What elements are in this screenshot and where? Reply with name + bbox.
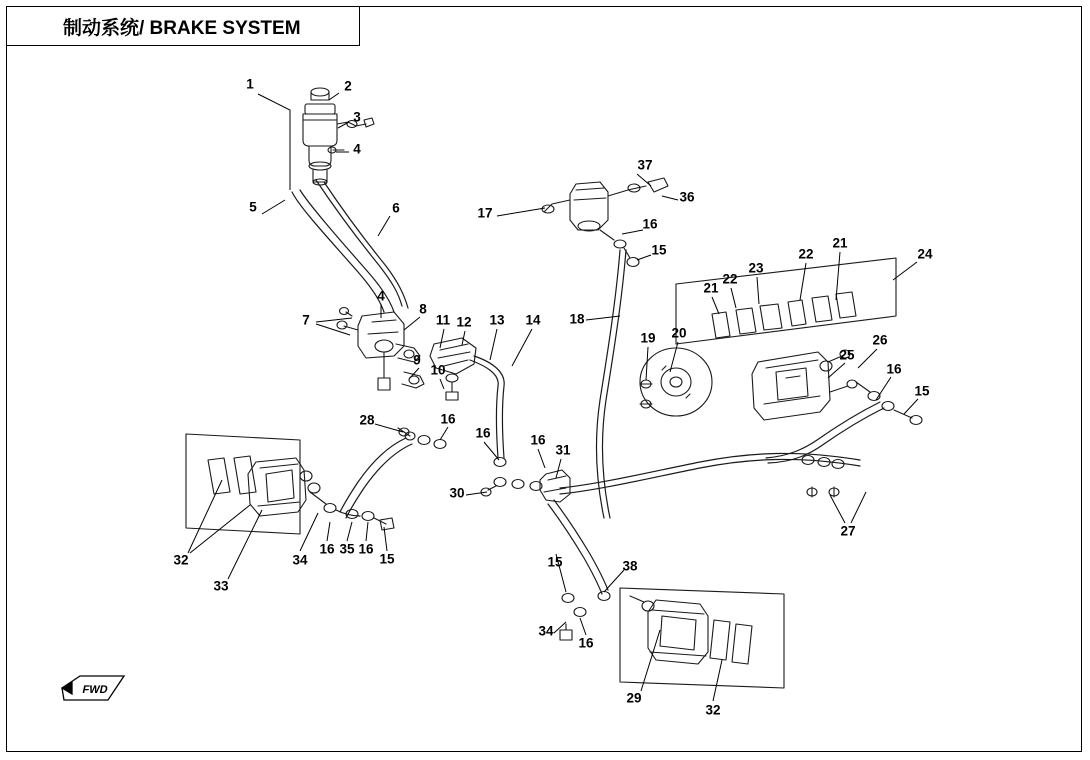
fwd-label: FWD <box>81 684 109 696</box>
callout-number: 16 <box>475 425 491 441</box>
callout-number: 12 <box>456 314 472 330</box>
callout-number: 15 <box>379 551 395 567</box>
callout-number: 5 <box>249 199 257 215</box>
callout-number: 9 <box>413 352 421 368</box>
callout-number: 32 <box>173 552 189 568</box>
callout-number: 20 <box>671 325 687 341</box>
callout-number: 18 <box>569 311 585 327</box>
callout-number: 17 <box>477 205 493 221</box>
callout-number: 11 <box>435 312 451 328</box>
callout-number: 16 <box>578 635 594 651</box>
callout-number: 8 <box>419 301 427 317</box>
callout-number: 34 <box>292 552 308 568</box>
callout-number: 21 <box>703 280 719 296</box>
callout-number: 19 <box>640 330 656 346</box>
callout-number: 6 <box>392 200 400 216</box>
callout-number: 22 <box>798 246 814 262</box>
callout-number: 16 <box>642 216 658 232</box>
callout-number: 34 <box>538 623 554 639</box>
callout-number: 16 <box>358 541 374 557</box>
callout-number: 10 <box>430 362 446 378</box>
callout-number: 16 <box>886 361 902 377</box>
callout-number: 16 <box>440 411 456 427</box>
callout-number: 15 <box>547 554 563 570</box>
callout-number: 7 <box>302 312 310 328</box>
title-block <box>6 6 360 46</box>
callout-number: 27 <box>840 523 856 539</box>
callout-number: 32 <box>705 702 721 718</box>
callout-number: 24 <box>917 246 933 262</box>
callout-number: 29 <box>626 690 642 706</box>
callout-number: 13 <box>489 312 505 328</box>
callout-number: 16 <box>530 432 546 448</box>
page-border <box>6 6 1082 752</box>
callout-number: 30 <box>449 485 465 501</box>
callout-number: 26 <box>872 332 888 348</box>
callout-number: 16 <box>319 541 335 557</box>
callout-number: 36 <box>679 189 695 205</box>
callout-number: 21 <box>832 235 848 251</box>
callout-number: 35 <box>339 541 355 557</box>
page-title: 制动系统/ BRAKE SYSTEM <box>63 17 301 39</box>
callout-number: 37 <box>637 157 653 173</box>
callout-number: 4 <box>353 141 361 157</box>
callout-number: 23 <box>748 260 764 276</box>
callout-number: 4 <box>377 288 385 304</box>
callout-number: 14 <box>525 312 541 328</box>
callout-number: 31 <box>555 442 571 458</box>
callout-number: 15 <box>914 383 930 399</box>
callout-number: 22 <box>722 271 738 287</box>
callout-number: 15 <box>651 242 667 258</box>
callout-number: 28 <box>359 412 375 428</box>
callout-number: 33 <box>213 578 229 594</box>
callout-number: 2 <box>344 78 352 94</box>
callout-number: 25 <box>839 347 855 363</box>
callout-number: 38 <box>622 558 638 574</box>
callout-number: 1 <box>246 76 254 92</box>
callout-number: 3 <box>353 109 361 125</box>
